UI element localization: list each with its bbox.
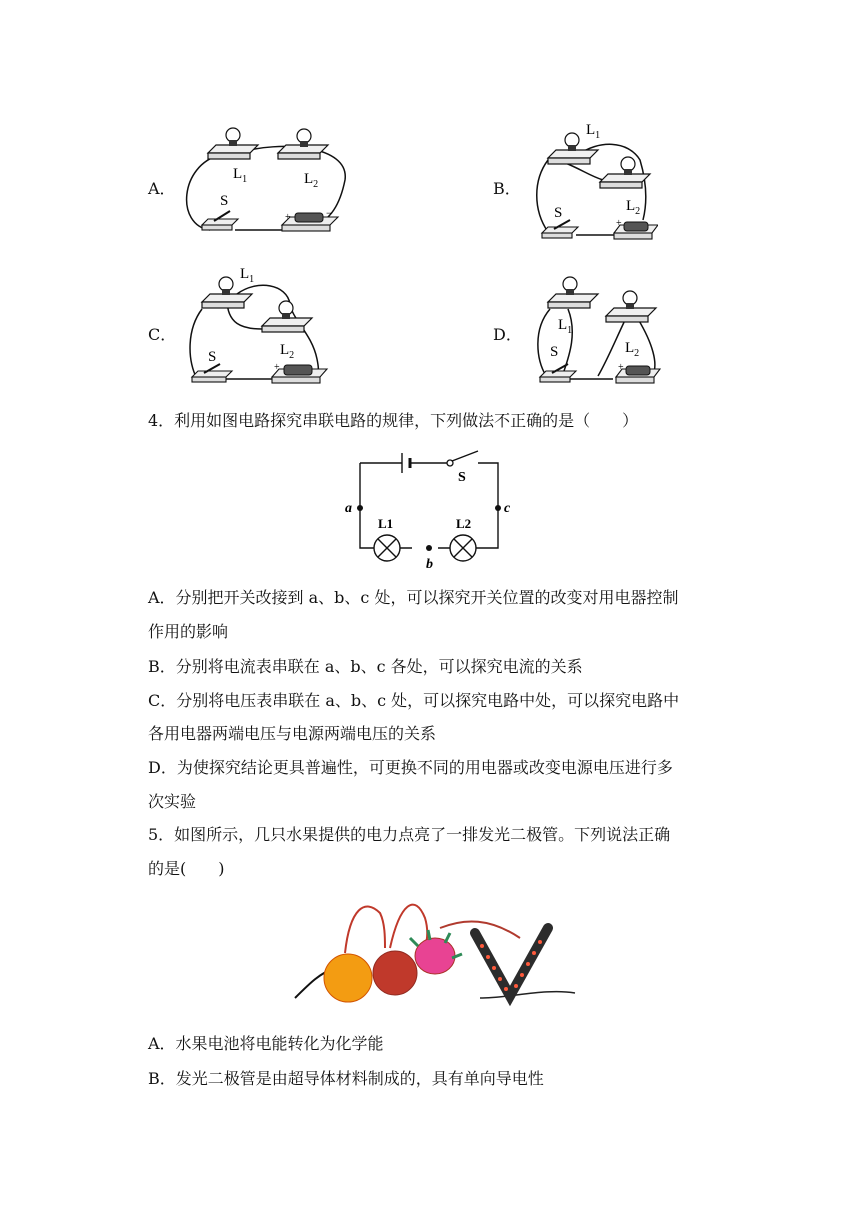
question-4-option-c-line-1: C．分别将电压表串联在 a、b、c 处，可以探究电路中处，可以探究电路中 <box>148 691 680 710</box>
option-d-circuit-diagram <box>528 264 668 389</box>
option-a-label: A． <box>148 179 176 198</box>
option-c-circuit-diagram <box>182 264 332 389</box>
question-5-option-b: B．发光二极管是由超导体材料制成的，具有单向导电性 <box>148 1069 544 1088</box>
plus-label: + <box>618 362 624 373</box>
lamp-l1-label: $L_1$ <box>240 266 255 285</box>
lamp-l2-label: $L_2$ <box>626 198 641 217</box>
switch-s-label: S <box>458 470 466 485</box>
option-b-circuit-diagram <box>528 120 658 245</box>
option-b-label: B． <box>493 179 521 198</box>
question-5-option-a: A．水果电池将电能转化为化学能 <box>148 1034 384 1053</box>
switch-s-label: S <box>550 344 559 360</box>
option-a-circuit-diagram <box>180 125 360 240</box>
lamp-l1-label: $L_1$ <box>586 122 601 141</box>
question-4-option-c-line-2: 各用电器两端电压与电源两端电压的关系 <box>148 724 437 743</box>
plus-label: + <box>285 212 291 223</box>
point-b-label: b <box>426 557 433 568</box>
point-a-label: a <box>345 501 352 516</box>
question-4-option-d-line-2: 次实验 <box>148 792 197 811</box>
lamp-l1-label: $L_1$ <box>558 317 573 336</box>
question-5-stem-line-1: 5．如图所示，几只水果提供的电力点亮了一排发光二极管。下列说法正确 <box>148 825 671 844</box>
fruit-battery-led-photo <box>290 888 580 1013</box>
lamp-l2-label: L2 <box>456 516 472 531</box>
question-4-option-a-line-1: A．分别把开关改接到 a、b、c 处，可以探究开关位置的改变对用电器控制 <box>148 588 679 607</box>
lamp-l1-label: L1 <box>378 516 394 531</box>
minus-label: − <box>326 206 333 220</box>
plus-label: + <box>274 362 280 373</box>
series-circuit-diagram <box>340 448 520 568</box>
lamp-l2-label: $L_2$ <box>625 340 640 359</box>
lamp-l2-label: $L_2$ <box>280 342 295 361</box>
question-4-option-b: B．分别将电流表串联在 a、b、c 各处，可以探究电流的关系 <box>148 657 583 676</box>
option-c-label: C． <box>148 325 177 344</box>
question-4-stem: 4．利用如图电路探究串联电路的规律，下列做法不正确的是（ ） <box>148 411 639 430</box>
switch-s-label: S <box>554 205 563 221</box>
question-4-option-d-line-1: D．为使探究结论更具普遍性，可更换不同的用电器或改变电源电压进行多 <box>148 758 673 777</box>
option-d-label: D． <box>493 325 522 344</box>
switch-s-label: S <box>208 349 217 365</box>
plus-label: + <box>616 218 622 229</box>
point-c-label: c <box>504 501 511 516</box>
switch-s-label: S <box>220 193 229 209</box>
lamp-l1-label: $L_1$ <box>233 166 248 185</box>
question-4-option-a-line-2: 作用的影响 <box>148 622 229 641</box>
lamp-l2-label: $L_2$ <box>304 171 319 190</box>
question-5-stem-line-2: 的是( ) <box>148 859 225 878</box>
